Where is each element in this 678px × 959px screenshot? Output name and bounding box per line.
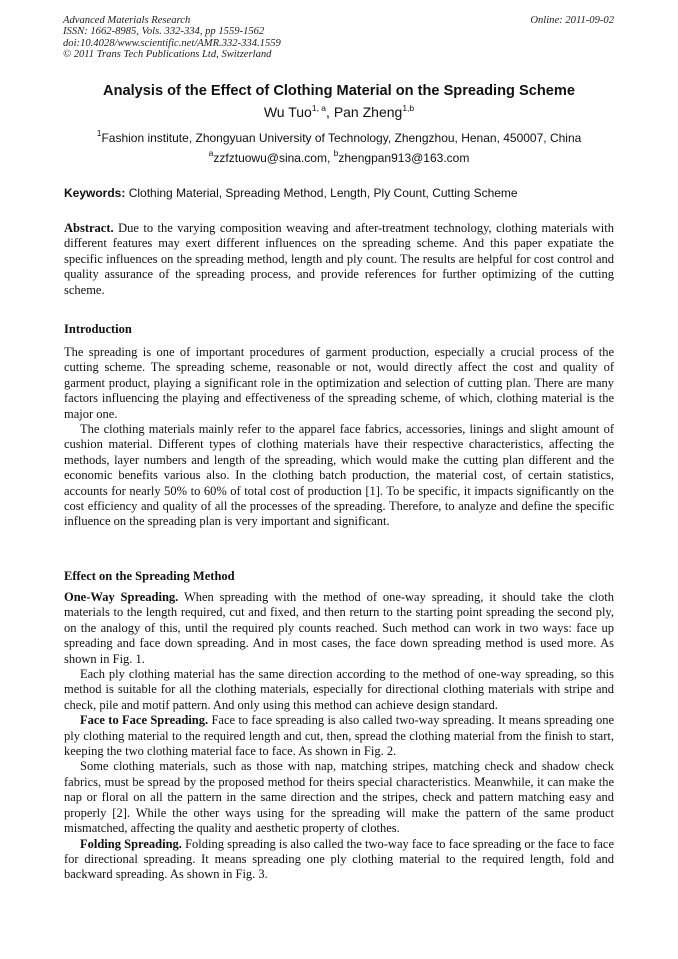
paragraph-text: When spreading with the method of one-way spreading, it should take the cloth materials to the length required, cut and fixed, and then return to the starting point spreading the second ply, on the analogy of this, until the required ply counts reached. Such method can work in two ways: face up spreading and face down spreading. And in most cases, the face down spreading method is used more. As shown in Fig. 1.	[64, 590, 614, 666]
paper-title: Analysis of the Effect of Clothing Material on the Spreading Scheme	[103, 83, 575, 99]
email-link[interactable]: zhengpan913@163.com	[338, 151, 470, 165]
affil-sup: 1	[96, 128, 102, 138]
abstract	[64, 221, 614, 298]
author-line	[0, 104, 678, 120]
keywords	[64, 186, 624, 200]
paragraph: The spreading is one of important procedures of garment production, especially a crucial process of the cutting scheme. The spreading scheme, reasonable or not, would directly affect the cost and quality of garment product, playing a significant role in the optimization and selection of cutting plan. There are many factors influencing the playing and effectiveness of the spreading scheme, of which, clothing material is the major one.	[64, 345, 614, 421]
issn-line: ISSN: 1662-8985, Vols. 332-334, pp 1559-1562	[63, 26, 265, 38]
copyright-line: © 2011 Trans Tech Publications Ltd, Switzerland	[63, 49, 272, 61]
email-link[interactable]: zzfztuowu@sina.com,	[213, 151, 334, 165]
method-body	[64, 590, 614, 883]
journal-name: Advanced Materials Research	[63, 15, 191, 26]
doi-line[interactable]: doi:10.4028/www.scientific.net/AMR.332-334.1559	[63, 37, 281, 49]
paragraph: Each ply clothing material has the same direction according to the method of one-way spreading, so this method is suitable for all the clothing materials, especially for directional clothing materials with stripe and check, pile and motif pattern. And only using this method can achieve design standard.	[64, 667, 614, 712]
author-affil-sup: 1,b	[402, 103, 415, 113]
journal-header	[63, 15, 281, 61]
abstract-label: Abstract.	[64, 221, 114, 235]
author-name: Wu Tuo	[263, 104, 312, 120]
email-sup: b	[333, 148, 339, 158]
section-heading: Effect on the Spreading Method	[64, 569, 235, 583]
subsection-label: Folding Spreading.	[80, 836, 182, 851]
paragraph: Some clothing materials, such as those with nap, matching stripes, matching check and shadow check fabrics, must be spread by the proposed method for theirs special characteristics. Meanwhile, it can make the nap or floral on all the pattern in the same direction and the stripes, check and pattern matching easy and properly [2]. While the other ways using for the spreading will make the pattern of the same product mismatched, affecting the quality and aesthetic property of clothes.	[64, 759, 614, 836]
paragraph: The clothing materials mainly refer to the apparel face fabrics, accessories, linings and slight amount of cushion material. Different types of clothing materials have their respective characteristics, affecting the methods, layer numbers and length of the spreading, which would make the cutting plan different and the economic benefits various also. In the clothing batch production, the material cost, of certain statistics, accounts for nearly 50% to 60% of total cost of production [1]. To be specific, it impacts significantly on the cost efficiency and quality of all the processes of the spreading. Therefore, to analyze and define the specific influence on the spreading plan is very important and significant.	[64, 422, 614, 529]
paragraph-text: Folding spreading is also called the two-way face to face spreading or the face to face for directional spreading. It means spreading one ply clothing material to the required length, fold and backward spreading. As shown in Fig. 3.	[64, 836, 614, 882]
author-emails	[0, 148, 678, 165]
author-name: Pan Zheng	[333, 104, 403, 120]
paragraph-text: Face to face spreading is also called two-way spreading. It means spreading one ply clothing material to the required length and cut, then, spread the clothing material from the finish to start, keeping the two clothing material face to face. As shown in Fig. 2.	[64, 713, 615, 759]
subsection-label: One-Way Spreading.	[64, 590, 179, 604]
keywords-text: Clothing Material, Spreading Method, Length, Ply Count, Cutting Scheme	[128, 186, 518, 200]
keywords-label: Keywords:	[64, 186, 126, 200]
author-separator: ,	[326, 104, 334, 120]
section-heading: Introduction	[64, 322, 132, 336]
affil-text: Fashion institute, Zhongyuan University of Technology, Zhengzhou, Henan, 450007, China	[101, 131, 582, 145]
email-sup: a	[208, 148, 214, 158]
introduction-body	[64, 345, 614, 530]
online-date: Online: 2011-09-02	[530, 15, 614, 26]
abstract-text: Due to the varying composition weaving and after-treatment technology, clothing materials with different features may exert different influences on the spreading scheme. And this paper expatiate the specific influences on the spreading method, length and ply count. The results are helpful for cost control and quality assurance of the spreading process, and provide references for further optimizing of the cutting scheme.	[64, 221, 614, 297]
affiliation	[0, 128, 678, 145]
subsection-label: Face to Face Spreading.	[80, 713, 209, 728]
author-affil-sup: 1, a	[311, 103, 327, 113]
